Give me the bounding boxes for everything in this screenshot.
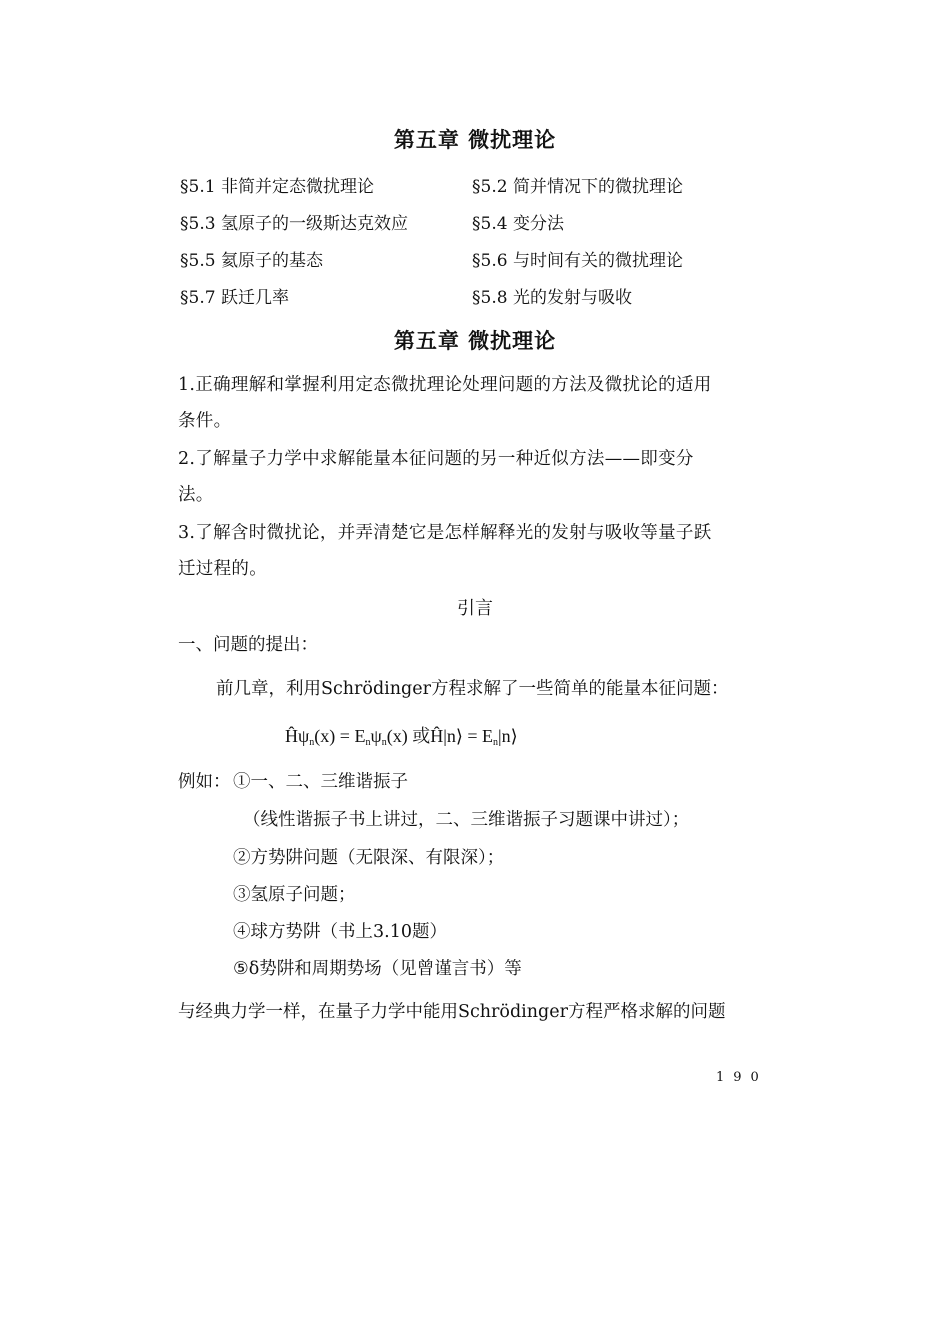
eigenvalue-formula xyxy=(285,722,518,748)
formula-equals: = xyxy=(335,726,355,746)
objective-line: 条件。 xyxy=(178,411,232,431)
formula-ket-bar: | xyxy=(443,726,447,746)
toc-item-5-1: §5.1 非简并定态微扰理论 xyxy=(180,177,374,197)
formula-ket-angle: ⟩ xyxy=(510,726,518,746)
objective-line: 迁过程的。 xyxy=(178,559,267,579)
formula-arg: (x) xyxy=(386,726,408,746)
toc-item-5-4: §5.4 变分法 xyxy=(472,214,564,234)
intro-paragraph: 前几章，利用Schrödinger方程求解了一些简单的能量本征问题： xyxy=(216,679,729,699)
formula-equals: = xyxy=(462,726,483,746)
objective-line: 3.了解含时微扰论，并弄清楚它是怎样解释光的发射与吸收等量子跃 xyxy=(178,523,712,543)
formula-or: 或 xyxy=(412,726,431,747)
intro-subheading: 一、问题的提出： xyxy=(178,635,318,655)
formula-hamiltonian: Ĥ xyxy=(285,726,298,746)
toc-item-5-3: §5.3 氢原子的一级斯达克效应 xyxy=(180,214,408,234)
toc-item-5-6: §5.6 与时间有关的微扰理论 xyxy=(472,251,683,271)
example-item: ④球方势阱（书上3.10题） xyxy=(233,922,447,942)
formula-energy: E xyxy=(354,726,366,746)
page-number: 190 xyxy=(716,1070,768,1085)
objective-line: 1.正确理解和掌握利用定态微扰理论处理问题的方法及微扰论的适用 xyxy=(178,375,712,395)
formula-arg: (x) xyxy=(314,726,336,746)
objective-line: 法。 xyxy=(178,485,214,505)
example-item: ①一、二、三维谐振子 xyxy=(233,772,408,792)
formula-psi: ψ xyxy=(298,726,310,746)
toc-item-5-5: §5.5 氦原子的基态 xyxy=(180,251,323,271)
formula-ket-n: n xyxy=(501,726,511,746)
objective-line: 2.了解量子力学中求解能量本征问题的另一种近似方法——即变分 xyxy=(178,449,694,469)
example-item: ⑤δ势阱和周期势场（见曾谨言书）等 xyxy=(233,959,522,979)
chapter-title: 第五章 微扰理论 xyxy=(393,127,557,152)
formula-subscript: n xyxy=(365,737,371,748)
toc-item-5-8: §5.8 光的发射与吸收 xyxy=(472,288,632,308)
toc-item-5-2: §5.2 简并情况下的微扰理论 xyxy=(472,177,683,197)
formula-hamiltonian: Ĥ xyxy=(430,726,444,746)
formula-subscript: n xyxy=(309,737,315,748)
formula-psi: ψ xyxy=(370,726,382,746)
formula-ket-angle: ⟩ xyxy=(455,726,463,746)
chapter-title-repeat: 第五章 微扰理论 xyxy=(393,328,557,353)
closing-line: 与经典力学一样，在量子力学中能用Schrödinger方程严格求解的问题 xyxy=(178,1002,726,1022)
example-item: （线性谐振子书上讲过，二、三维谐振子习题课中讲过）； xyxy=(243,810,690,830)
examples-label: 例如： xyxy=(178,772,231,792)
formula-ket-n: n xyxy=(446,726,456,746)
formula-subscript: n xyxy=(493,737,499,748)
formula-subscript: n xyxy=(381,737,387,748)
intro-heading: 引言 xyxy=(457,598,493,619)
toc-item-5-7: §5.7 跃迁几率 xyxy=(180,288,289,308)
example-item: ②方势阱问题（无限深、有限深）； xyxy=(233,848,505,868)
example-item: ③氢原子问题； xyxy=(233,885,356,905)
formula-energy: E xyxy=(482,726,494,746)
formula-ket-bar: | xyxy=(498,726,502,746)
